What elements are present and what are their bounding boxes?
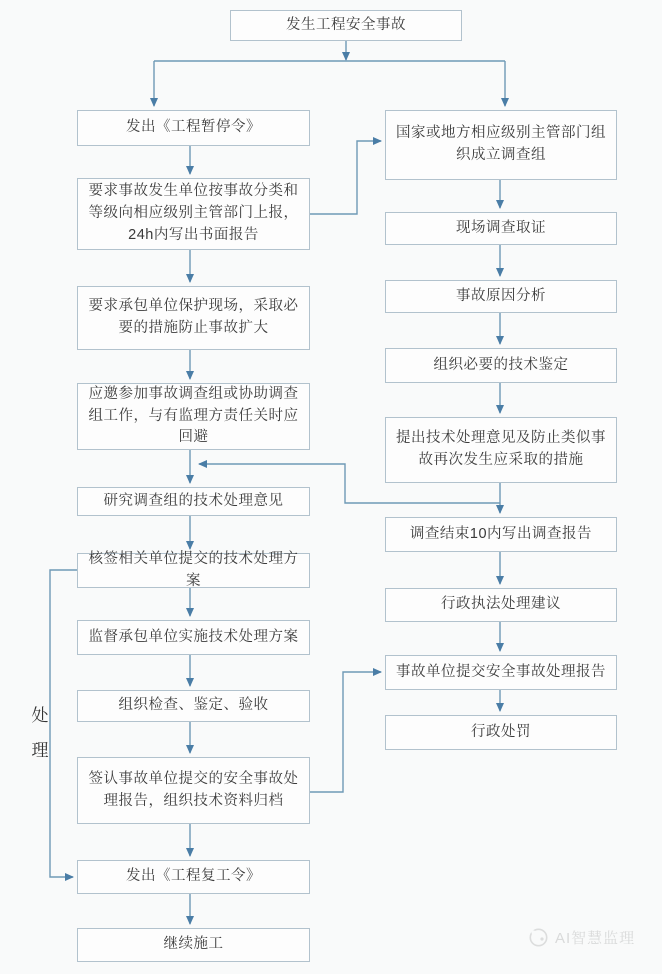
flow-node-propose-measures: 提出技术处理意见及防止类似事故再次发生应采取的措施: [385, 417, 617, 483]
flow-node-site-evidence: 现场调查取证: [385, 212, 617, 245]
watermark: [528, 927, 635, 948]
flow-node-enforcement-suggestion: 行政执法处理建议: [385, 588, 617, 622]
edge-archive-to-unit-report: [308, 672, 381, 792]
edge-report-to-authority: [310, 141, 381, 214]
flow-node-countersign-plan: 核签相关单位提交的技术处理方案: [77, 553, 310, 588]
circle-logo-icon: [528, 927, 549, 948]
flow-node-unit-submits-report: 事故单位提交安全事故处理报告: [385, 655, 617, 690]
flow-node-study-technical-opinion: 研究调查组的技术处理意见: [77, 487, 310, 516]
flow-node-join-investigation-team: 应邀参加事故调查组或协助调查组工作，与有监理方责任关时应回避: [77, 383, 310, 450]
flow-node-authority-forms-team: 国家或地方相应级别主管部门组织成立调查组: [385, 110, 617, 180]
flow-node-investigation-report-10: 调查结束10内写出调查报告: [385, 517, 617, 552]
phase-label-handling: 处理: [31, 706, 49, 760]
watermark-text: AI智慧监理: [555, 930, 636, 947]
flow-node-technical-appraisal: 组织必要的技术鉴定: [385, 348, 617, 383]
flow-node-continue-construction: 继续施工: [77, 928, 310, 962]
flow-node-cause-analysis: 事故原因分析: [385, 280, 617, 313]
flow-node-accident-occurs: 发生工程安全事故: [230, 10, 462, 41]
flow-node-issue-resume-order: 发出《工程复工令》: [77, 860, 310, 894]
flow-node-countersign-report-archive: 签认事故单位提交的安全事故处理报告，组织技术资料归档: [77, 757, 310, 824]
flow-node-report-within-24h: 要求事故发生单位按事故分类和等级向相应级别主管部门上报，24h内写出书面报告: [77, 178, 310, 250]
flow-node-organize-inspection: 组织检查、鉴定、验收: [77, 690, 310, 722]
flow-node-supervise-implementation: 监督承包单位实施技术处理方案: [77, 620, 310, 655]
edge-countersign-to-resume: [50, 570, 77, 877]
flow-node-issue-suspension-order: 发出《工程暂停令》: [77, 110, 310, 146]
flow-node-protect-site: 要求承包单位保护现场，采取必要的措施防止事故扩大: [77, 286, 310, 350]
flow-node-administrative-penalty: 行政处罚: [385, 715, 617, 750]
